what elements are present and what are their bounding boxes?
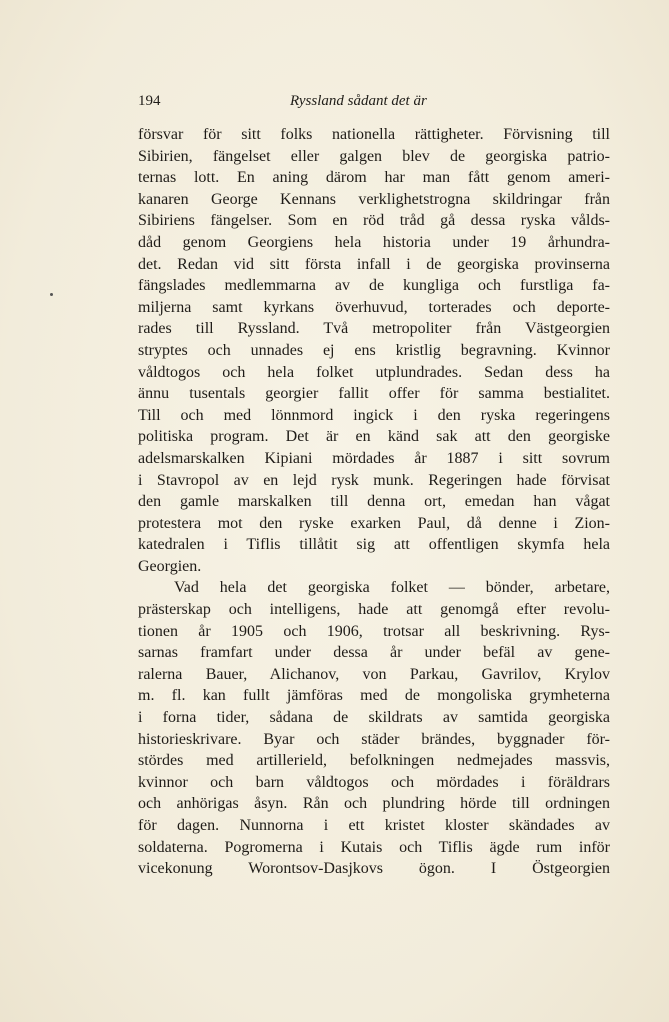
text-line: dåd genom Georgiens hela historia under 19 århundra- [138,233,610,251]
running-title: Ryssland sådant det är [290,93,427,109]
text-line: fängslades medlemmarna av de kungliga och furstliga fa- [138,277,610,295]
text-line: det. Redan vid sitt första infall i de georgiska provinserna [138,255,610,273]
text-line: Georgien. [138,557,202,575]
text-line: miljerna samt kyrkans överhuvud, torterades och deporte- [138,298,610,316]
text-line: ternas lott. En aning därom har man fått genom ameri- [138,169,610,187]
text-line: kvinnor och barn våldtogos och mördades i föräldrars [138,773,610,791]
text-line: m. fl. kan fullt jämföras med de mongoliska grymheterna [138,687,610,705]
text-line: stördes med artillerield, befolkningen nedmejades massvis, [138,752,610,770]
text-line: vicekonung Worontsov-Dasjkovs ögon. I Östgeorgien [138,860,610,878]
text-line: politiska program. Det är en känd sak att den georgiske [138,428,610,446]
page-number: 194 [138,93,161,109]
text-line: protestera mot den ryske exarken Paul, då denne i Zion- [138,514,610,532]
body-text [138,124,610,880]
text-line: kanaren George Kennans verklighetstrogna skildringar från [138,190,610,208]
text-line: Sibirien, fängelset eller galgen blev de georgiska patrio- [138,147,610,165]
text-line: försvar för sitt folks nationella rättigheter. Förvisning till [138,126,610,143]
text-line: Vad hela det georgiska folket — bönder, arbetare, [174,579,610,597]
text-line: ännu tusentals georgier fallit offer för samma bestialitet. [138,385,610,403]
text-line: sarnas framfart under dessa år under befäl av gene- [138,644,610,662]
text-line: ralerna Bauer, Alichanov, von Parkau, Gavrilov, Krylov [138,665,610,683]
text-line: rades till Ryssland. Två metropoliter från Västgeorgien [138,320,610,338]
text-line: Sibiriens fängelser. Som en röd tråd gå dessa ryska vålds- [138,212,610,230]
text-line: och anhörigas åsyn. Rån och plundring hörde till ordningen [138,795,610,813]
page-header [138,93,610,117]
paper-speck [50,293,53,296]
text-line: soldaterna. Pogromerna i Kutais och Tiflis ägde rum inför [138,838,610,856]
text-line: Till och med lönnmord ingick i den ryska regeringens [138,406,610,424]
text-line: för dagen. Nunnorna i ett kristet kloster skändades av [138,817,610,834]
text-line: tionen år 1905 och 1906, trotsar all beskrivning. Rys- [138,622,610,640]
text-line: i forna tider, sådana de skildrats av samtida georgiska [138,709,610,727]
text-line: i Stavropol av en lejd rysk munk. Regeringen hade förvisat [138,471,610,489]
text-line: stryptes och unnades ej ens kristlig begravning. Kvinnor [138,341,610,359]
text-line: adelsmarskalken Kipiani mördades år 1887 i sitt sovrum [138,449,610,467]
text-line: prästerskap och intelligens, hade att genomgå efter revolu- [138,601,610,619]
text-line: den gamle marskalken till denna ort, emedan han vågat [138,493,610,511]
text-line: historieskrivare. Byar och städer brändes, byggnader för- [138,730,610,748]
text-line: katedralen i Tiflis tillåtit sig att offentligen skymfa hela [138,536,610,554]
text-line: våldtogos och hela folket utplundrades. Sedan dess ha [138,363,610,381]
